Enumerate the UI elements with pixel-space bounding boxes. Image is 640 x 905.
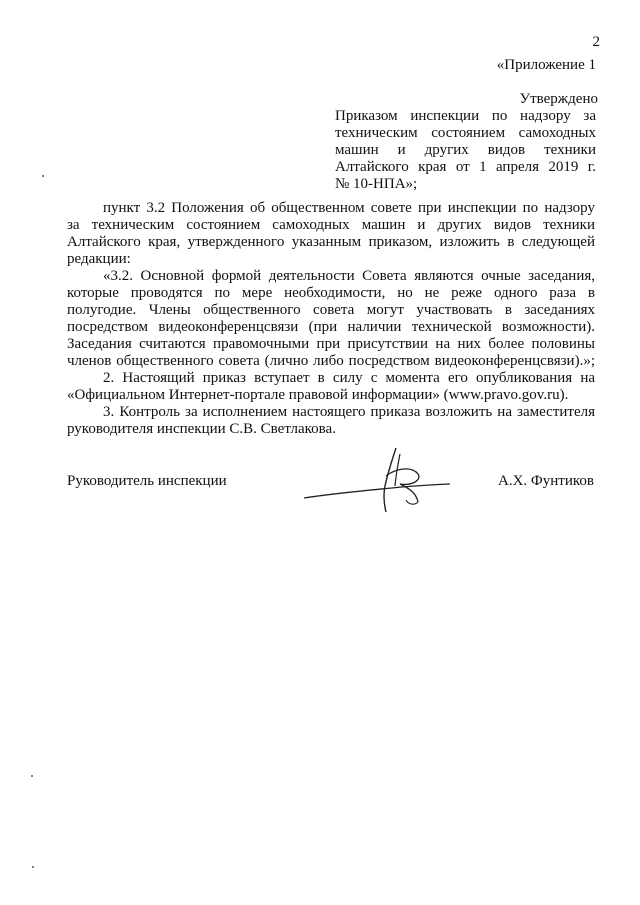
signatory-name: А.Х. Фунтиков [498, 473, 594, 489]
body-line: посредством видеоконференцсвязи (при наличии технической возможности). [67, 319, 595, 335]
approval-line: техническим состоянием самоходных [335, 125, 596, 141]
body-line: полугодие. Члены общественного совета могут участвовать в заседаниях [67, 302, 595, 318]
appendix-label: «Приложение 1 [496, 57, 596, 73]
approved-label: Утверждено [519, 91, 598, 107]
signatory-title: Руководитель инспекции [67, 473, 227, 489]
handwritten-signature [300, 446, 460, 516]
approval-line: Приказом инспекции по надзору за [335, 108, 596, 124]
approval-line: № 10-НПА»; [335, 176, 418, 192]
body-line: 2. Настоящий приказ вступает в силу с момента его опубликования на [103, 370, 595, 386]
scan-speck [32, 866, 34, 868]
body-line: редакции: [67, 251, 131, 267]
body-line: «Официальном Интернет-портале правовой информации» (www.pravo.gov.ru). [67, 387, 569, 403]
body-line: членов общественного совета (лично либо посредством видеоконференцсвязи).»; [67, 353, 595, 369]
body-line: Алтайского края, утвержденного указанным приказом, изложить в следующей [67, 234, 595, 250]
body-line: Заседания считаются правомочными при присутствии на них более половины [67, 336, 595, 352]
body-line: которые проводятся по мере необходимости, но не реже одного раза в [67, 285, 595, 301]
body-line: руководителя инспекции С.В. Светлакова. [67, 421, 336, 437]
document-body [67, 200, 595, 438]
scan-speck [42, 175, 44, 177]
approval-line: машин и других видов техники [335, 142, 596, 158]
scan-speck [31, 775, 33, 777]
body-line: пункт 3.2 Положения об общественном совете при инспекции по надзору [103, 200, 595, 216]
body-line: «3.2. Основной формой деятельности Совета являются очные заседания, [103, 268, 595, 284]
approval-line: Алтайского края от 1 апреля 2019 г. [335, 159, 596, 175]
body-line: за техническим состоянием самоходных машин и других видов техники [67, 217, 595, 233]
approval-block [335, 108, 596, 193]
page-number: 2 [592, 34, 600, 50]
body-line: 3. Контроль за исполнением настоящего приказа возложить на заместителя [103, 404, 595, 420]
